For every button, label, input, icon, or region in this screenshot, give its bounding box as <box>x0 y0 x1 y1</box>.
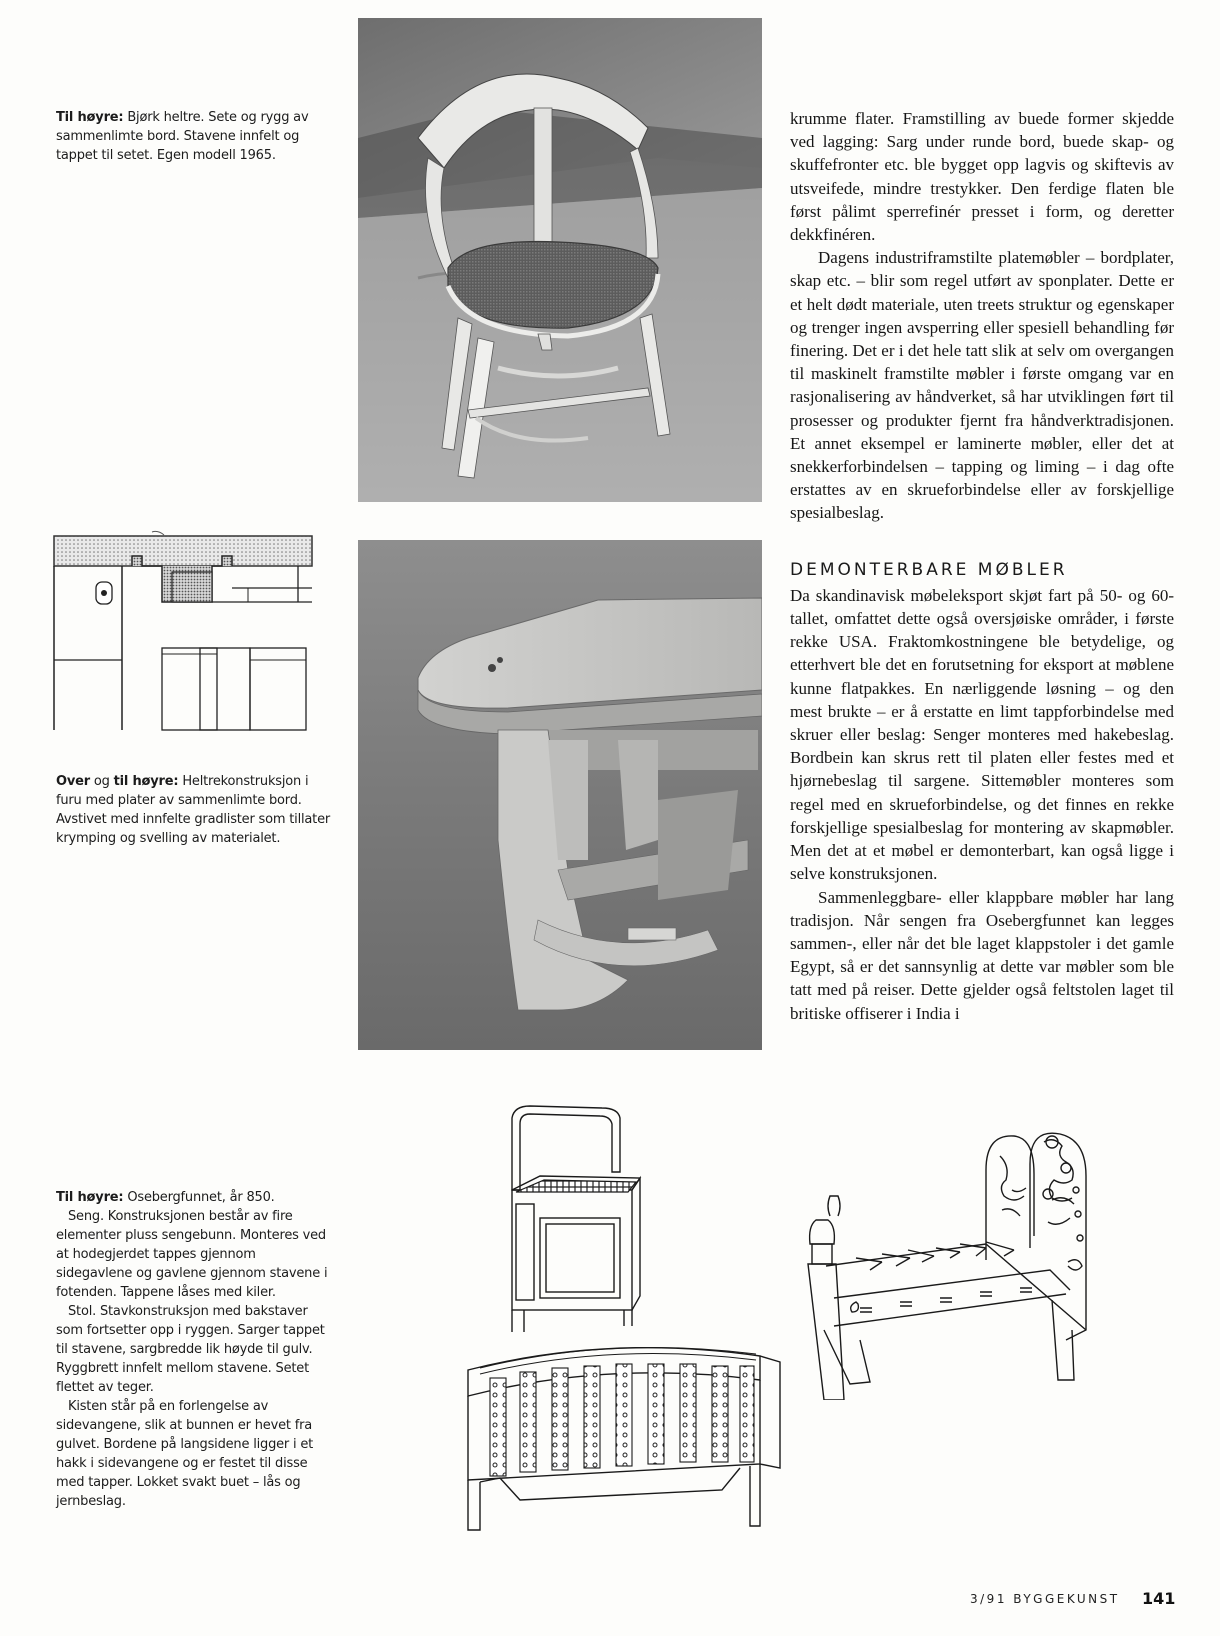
photo-birch-chair <box>358 18 762 502</box>
caption-oseberg <box>56 1188 328 1511</box>
oseberg-chest-drawing <box>460 1340 790 1535</box>
photo-pine-table <box>358 540 762 1050</box>
caption-construction <box>56 772 334 848</box>
caption-bed: Seng. Konstruksjonen består av fire elementer pluss sengebunn. Monteres ved at hodegjerdet tappes gjennom sidegavlene og gavlene gjennom stavene i fotenden. Tappene låses med kiler. <box>56 1209 328 1300</box>
article-paragraph: Sammenleggbare- eller klappbare møbler har lang tradisjon. Når sengen fra Osebergfunnet kan legges sammen-, eller når det ble laget klappstoler i det gamle Egypt, så er det sannsynlig at dette var møbler som ble tatt med på reiser. Dette gjelder også feltstolen laget til britiske offiserer i India i <box>790 887 1174 1023</box>
oseberg-chair-drawing <box>500 1100 660 1340</box>
caption-text: Heltrekonstruksjon i furu med plater av sammenlimte bord. Avstivet med innfelte gradlister som tillater krymping og svelling av materialet. <box>56 774 331 846</box>
caption-text: Bjørk heltre. Sete og rygg av sammenlimte bord. Stavene innfelt og tappet til setet. Egen modell 1965. <box>56 110 309 163</box>
caption-label-over: Over <box>56 774 90 789</box>
caption-chest: Kisten står på en forlengelse av sidevangene, slik at bunnen er hevet fra gulvet. Bordene på langsidene ligger i et hakk i sidevangene og er festet til disse med tapper. Lokket svakt buet – lås og jernbeslag. <box>56 1399 314 1509</box>
caption-label: Til høyre: <box>56 110 124 125</box>
issue-footer: 3/91 BYGGEKUNST <box>970 1592 1120 1606</box>
article-column <box>790 107 1174 1025</box>
caption-chair-oseberg: Stol. Stavkonstruksjon med bakstaver som fortsetter opp i ryggen. Sarger tappet til stavene, sargbredde lik høyde til gulv. Ryggbrett innfelt mellom stavene. Setet flettet av teger. <box>56 1304 325 1395</box>
article-paragraph: krumme flater. Framstilling av buede former skjedde ved lagging: Sarg under runde bord, buede skap- og skuffefronter etc. ble bygget opp lagvis og skiftevis av utsveifede, mindre trestykker. Den ferdige flaten ble først pålimt sperrefinér presset i form, og deretter dekkfinéren. <box>790 109 1174 245</box>
caption-intro: Osebergfunnet, år 850. <box>123 1190 275 1205</box>
joint-construction-diagram <box>52 530 314 740</box>
caption-joiner: og <box>89 774 114 789</box>
oseberg-bed-drawing <box>790 1130 1130 1400</box>
caption-label-right: til høyre: <box>113 774 179 789</box>
caption-chair <box>56 108 326 165</box>
article-paragraph: Dagens industriframstilte platemøbler – bordplater, skap etc. – blir som regel utført av sponplater. Dette er et helt dødt materiale, uten treets struktur og egenskaper og trenger ingen avsperring eller spesiell behandling før finering. Det er i det hele tatt slik at selv om overgangen til maskinelt framstilte møbler i første omgang var en rasjonalisering av håndverket, så har utviklingen ført til prosesser og produkter fjernt fra håndverktradisjonen. Et annet eksempel er laminerte møbler, eller det at snekkerforbindelsen – tapping og liming – i dag ofte erstattes av en skrueforbindelse eller av forskjellige spesialbeslag. <box>790 248 1174 523</box>
page-number: 141 <box>1142 1589 1176 1608</box>
section-heading: DEMONTERBARE MØBLER <box>790 559 1068 580</box>
article-paragraph: Da skandinavisk møbeleksport skjøt fart på 50- og 60-tallet, omfattet dette også oversjøiske områder, i første rekke USA. Fraktomkostningene ble betydelige, og etterhvert ble det en forutsetning for eksport at møblene kunne flatpakkes. En nærliggende løsning – og den mest brukte – er å erstatte en limt tappforbindelse med skruer eller beslag: Senger monteres med hakebeslag. Bordbein kan skrus rett til platen eller festes med et hjørnebeslag til sargene. Sittemøbler monteres som regel med en skrueforbindelse, og det finnes en rekke forskjellige spesialbeslag for montering av skapmøbler. Men det at et møbel er demonterbart, kan også ligge i selve konstruksjonen. <box>790 585 1174 884</box>
caption-label: Til høyre: <box>56 1190 124 1205</box>
